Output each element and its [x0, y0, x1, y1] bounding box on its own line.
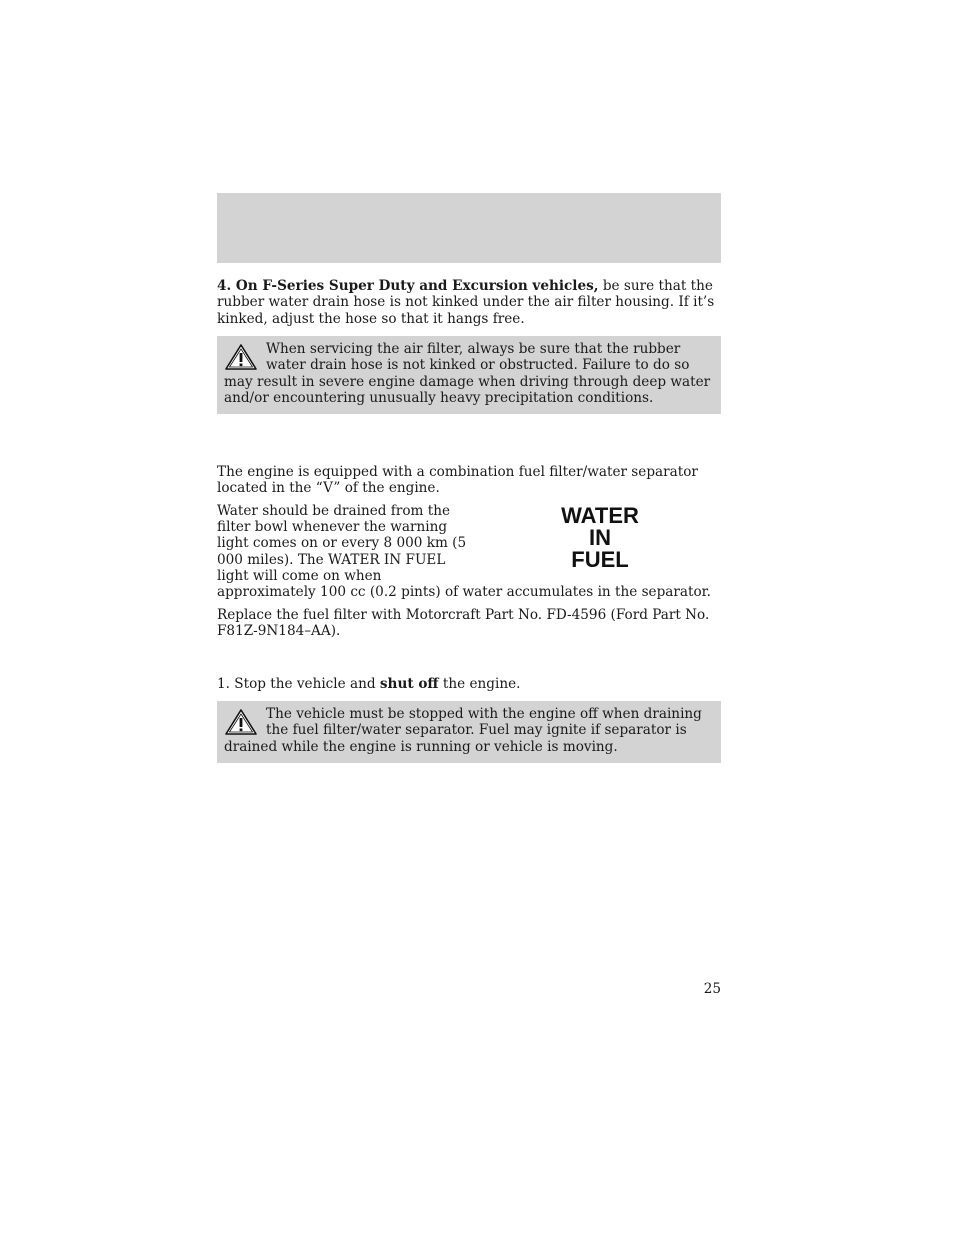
step-1-paragraph: [217, 676, 721, 692]
indicator-line-3: FUEL: [571, 547, 629, 572]
indicator-line-1: WATER: [561, 503, 639, 528]
warning-triangle-icon: [224, 343, 258, 371]
page-number: 25: [703, 981, 721, 997]
step-4-paragraph: [217, 278, 721, 327]
fuel-filter-intro: The engine is equipped with a combination fuel filter/water separator located in the “V” of the engine.: [217, 464, 698, 497]
step-1-pre: 1. Stop the vehicle and: [217, 676, 380, 692]
water-drain-section: [217, 503, 721, 600]
water-in-fuel-indicator: [535, 505, 665, 571]
step-4-lead: 4. On F-Series Super Duty and Excursion vehicles,: [217, 278, 599, 294]
indicator-line-2: IN: [589, 525, 611, 550]
warning-box-draining: [217, 701, 721, 763]
water-drain-text-narrow: Water should be drained from the filter bowl whenever the warning light comes on or every 8 000 km (5 000 miles). The WATER IN FUEL light will come on when: [217, 503, 467, 584]
warning-box-air-filter: [217, 336, 721, 414]
warning-text-draining: The vehicle must be stopped with the engine off when draining the fuel filter/water separator. Fuel may ignite if separator is drained while the engine is running or vehicle is moving.: [224, 706, 702, 755]
section-header-band: [217, 193, 721, 263]
warning-triangle-icon: [224, 708, 258, 736]
water-drain-text-wide: approximately 100 cc (0.2 pints) of water accumulates in the separator.: [217, 584, 711, 601]
replace-filter-paragraph: Replace the fuel filter with Motorcraft Part No. FD-4596 (Ford Part No. F81Z-9N184–AA).: [217, 607, 710, 640]
step-1-post: the engine.: [438, 676, 521, 692]
manual-page: [217, 0, 721, 1235]
warning-text-air-filter: When servicing the air filter, always be sure that the rubber water drain hose is not kinked or obstructed. Failure to do so may result in severe engine damage when driving through deep water and/or encountering unusually heavy precipitation conditions.: [224, 341, 711, 407]
step-4-text: be sure that the rubber water drain hose is not kinked under the air filter housing. If it’s kinked, adjust the hose so that it hangs free.: [217, 278, 715, 327]
step-1-bold: shut off: [379, 676, 439, 692]
